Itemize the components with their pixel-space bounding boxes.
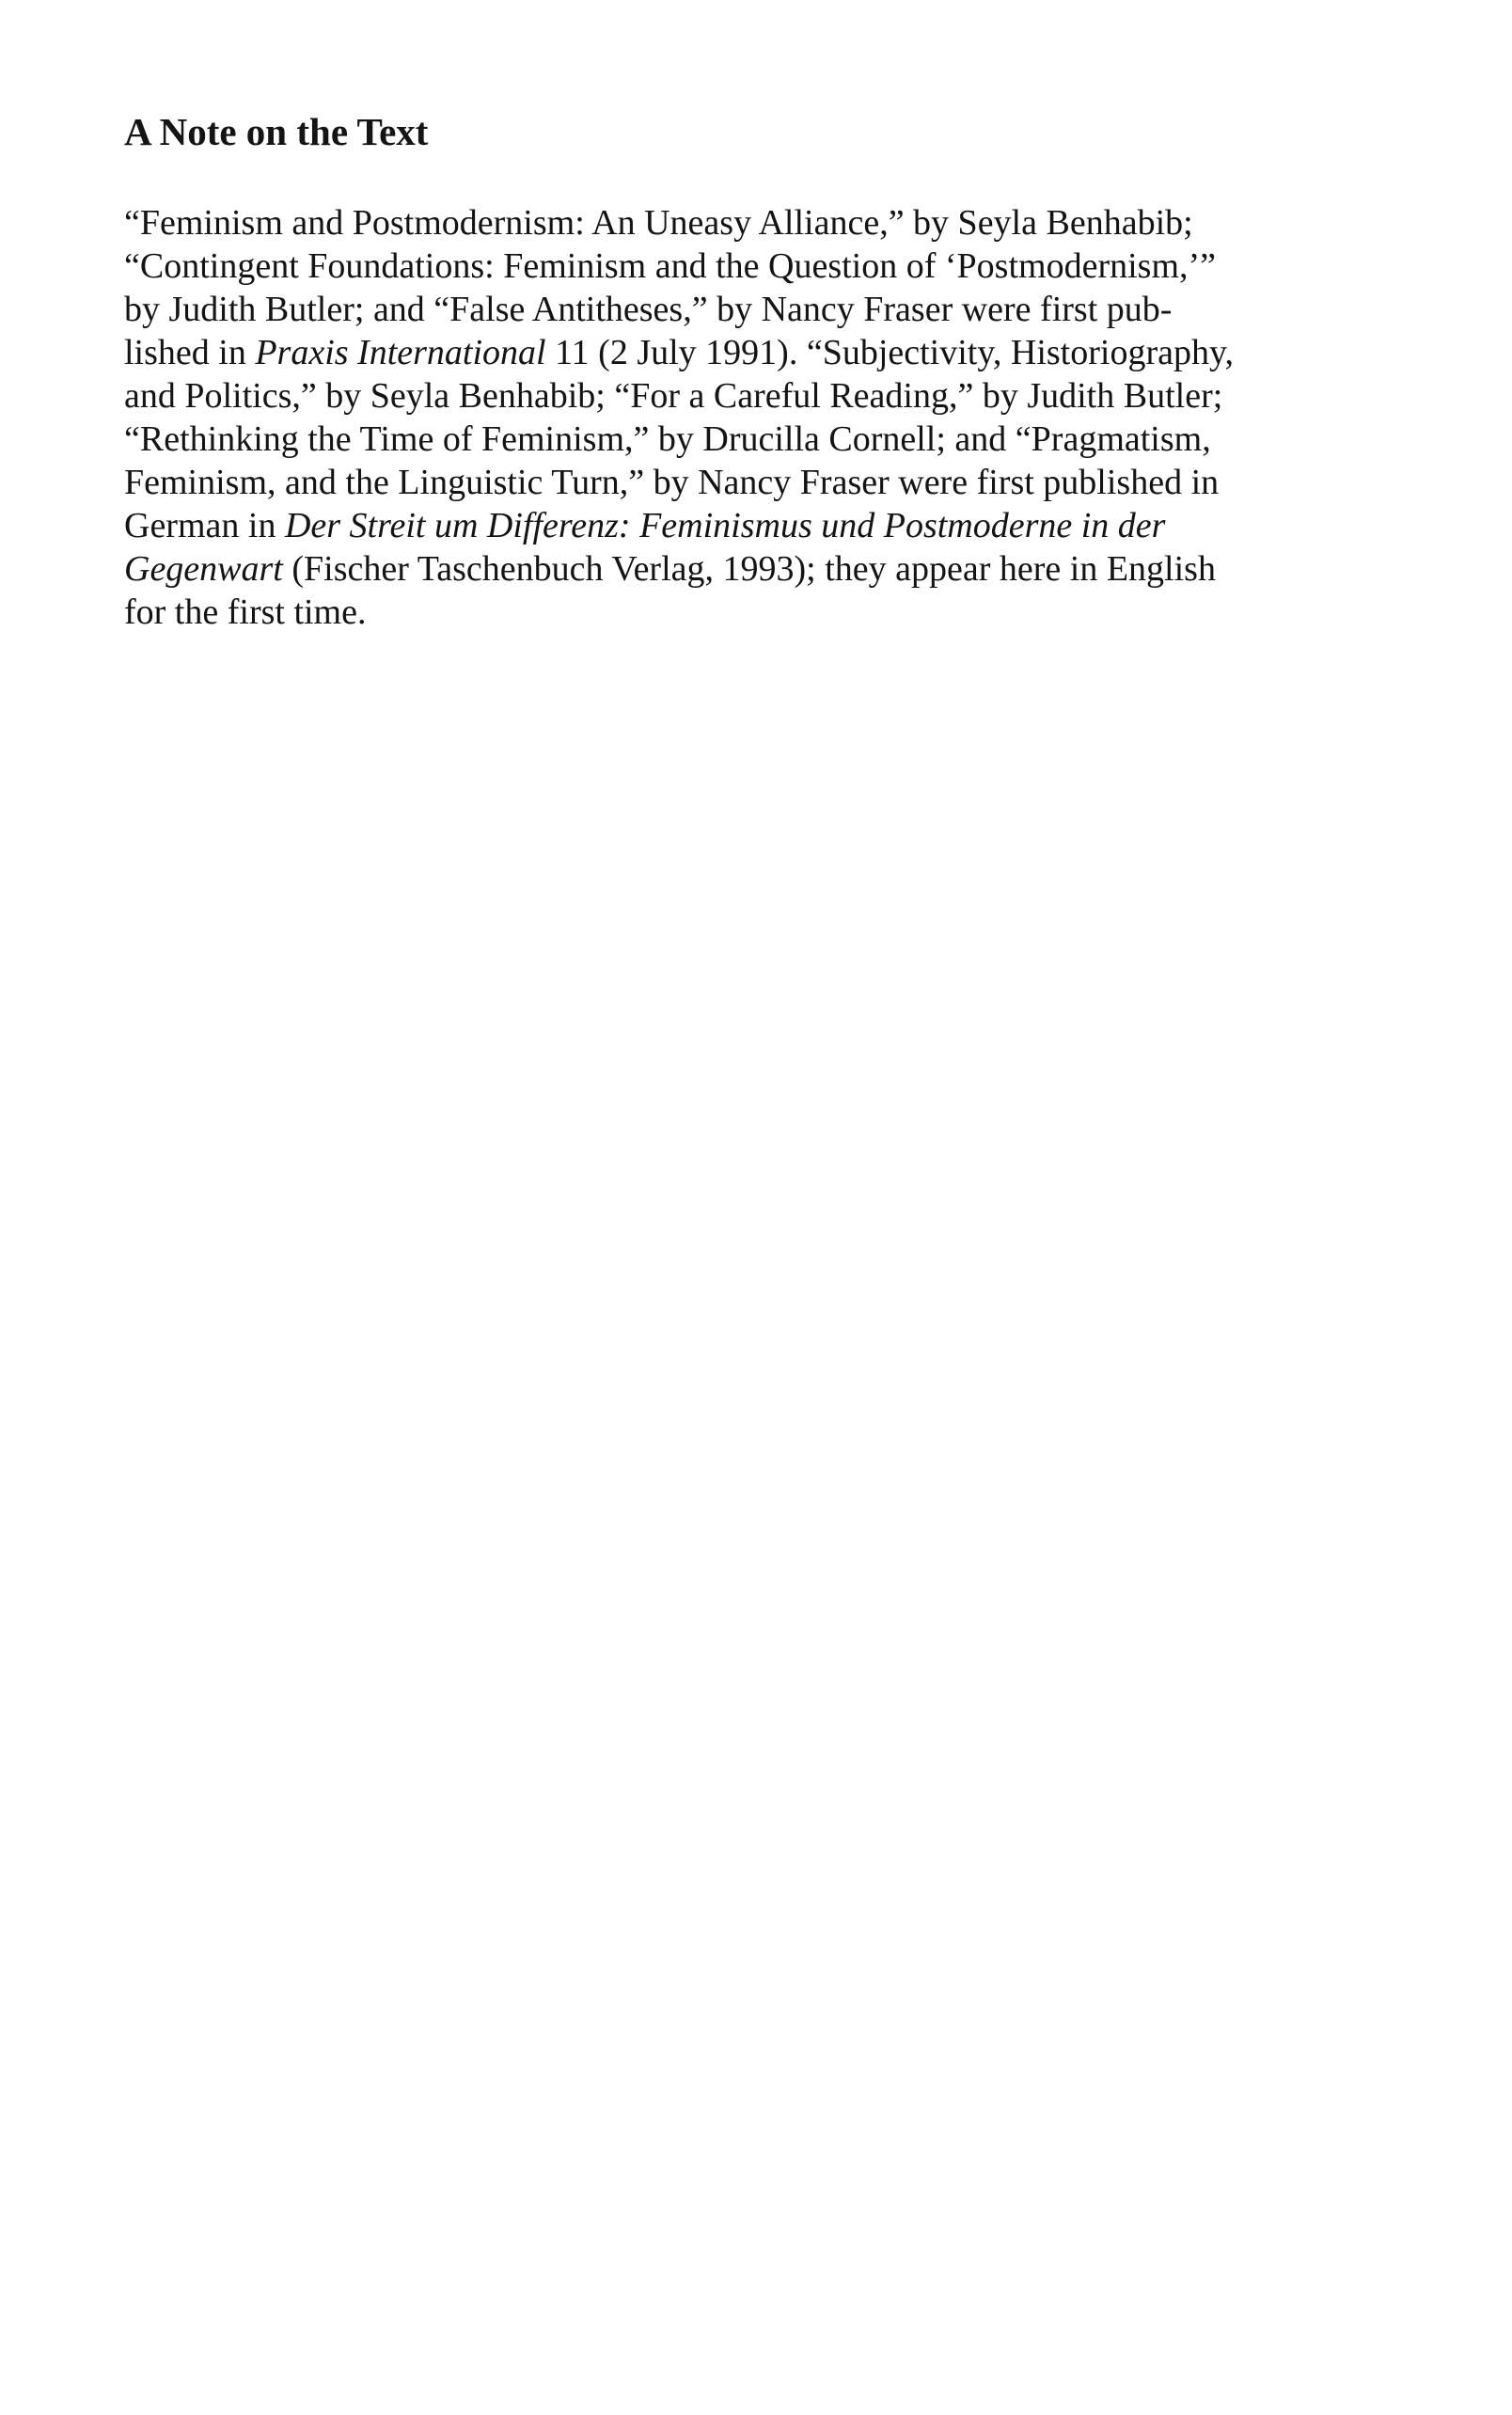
text-run: and Politics,” by Seyla Benhabib; “For a Careful Reading,” by Judith Butler; — [124, 376, 1223, 416]
text-run: 11 (2 July 1991). “Subjectivity, Historiography, — [545, 333, 1235, 372]
text-run: by Judith Butler; and “False Antitheses,” by Nancy Fraser were first pub- — [124, 290, 1173, 329]
text-line — [124, 591, 1363, 634]
text-run: Feminism, and the Linguistic Turn,” by Nancy Fraser were first published in — [124, 463, 1220, 502]
text-line — [124, 331, 1363, 374]
page-heading: A Note on the Text — [124, 110, 429, 153]
text-line — [124, 245, 1363, 288]
text-line — [124, 418, 1363, 461]
text-line — [124, 547, 1363, 591]
body-paragraph — [124, 201, 1363, 634]
text-run: for the first time. — [124, 592, 367, 632]
italic-title-text: Praxis International — [255, 333, 546, 372]
text-run: “Contingent Foundations: Feminism and the Question of ‘Postmodernism,’” — [124, 246, 1217, 286]
text-run: lished in — [124, 333, 256, 372]
italic-title-text: Der Streit um Differenz: Feminismus und Postmoderne in der — [284, 506, 1166, 545]
text-run: (Fischer Taschenbuch Verlag, 1993); they appear here in English — [282, 549, 1216, 589]
text-run: “Rethinking the Time of Feminism,” by Drucilla Cornell; and “Pragmatism, — [124, 419, 1211, 459]
text-line — [124, 201, 1363, 245]
text-line — [124, 288, 1363, 331]
text-run: German in — [124, 506, 285, 545]
text-line — [124, 374, 1363, 418]
italic-title-text: Gegenwart — [124, 549, 283, 589]
text-run: “Feminism and Postmodernism: An Uneasy Alliance,” by Seyla Benhabib; — [124, 203, 1193, 243]
text-line — [124, 461, 1363, 504]
text-line — [124, 504, 1363, 547]
